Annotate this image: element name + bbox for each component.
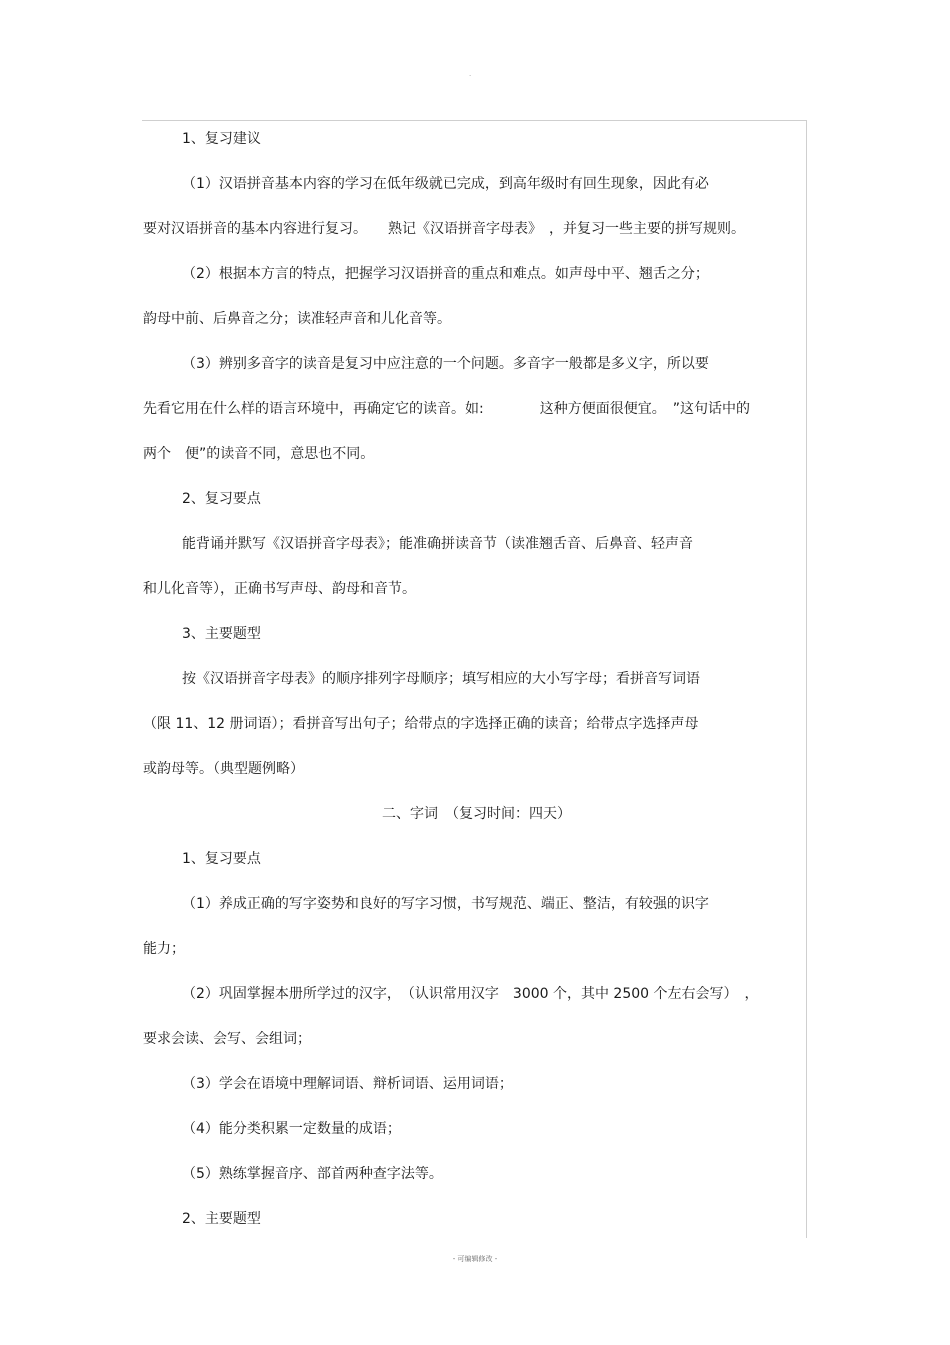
paragraph-line: 按《汉语拼音字母表》的顺序排列字母顺序；填写相应的大小写字母；看拼音写词语: [182, 671, 700, 687]
paragraph-line: 要对汉语拼音的基本内容进行复习。 熟记《汉语拼音字母表》 ，并复习一些主要的拼写规则。: [143, 221, 745, 237]
paragraph-line: 和儿化音等），正确书写声母、韵母和音节。: [143, 581, 416, 597]
page-top-mark: .: [469, 70, 472, 78]
paragraph-line: 或韵母等。（典型题例略）: [143, 761, 304, 777]
paragraph-line: （1）汉语拼音基本内容的学习在低年级就已完成，到高年级时有回生现象，因此有必: [182, 176, 709, 192]
paragraph-line: 两个 便”的读音不同，意思也不同。: [143, 446, 375, 462]
paragraph-line: （1）养成正确的写字姿势和良好的写字习惯，书写规范、端正、整洁，有较强的识字: [182, 896, 709, 912]
paragraph-line: 先看它用在什么样的语言环境中，再确定它的读音。如: 这种方便面很便宜。 ”这句话中的: [143, 401, 750, 417]
paragraph-line: 要求会读、会写、会组词；: [143, 1031, 311, 1047]
paragraph-line: 韵母中前、后鼻音之分；读准轻声音和儿化音等。: [143, 311, 451, 327]
heading-question-types: 3、主要题型: [182, 626, 261, 642]
section-title-words: 二、字词 （复习时间：四天）: [382, 806, 571, 822]
paragraph-line: （2）巩固掌握本册所学过的汉字， （认识常用汉字 3000 个，其中 2500 个左右会写） ，: [182, 986, 759, 1002]
page-footer: - 可编辑修改 -: [452, 1255, 498, 1263]
paragraph-line: （3）辨别多音字的读音是复习中应注意的一个问题。多音字一般都是多义字，所以要: [182, 356, 709, 372]
heading-review-points: 1、复习要点: [182, 851, 261, 867]
paragraph-line: （2）根据本方言的特点，把握学习汉语拼音的重点和难点。如声母中平、翘舌之分；: [182, 266, 709, 282]
paragraph-line: （限 11、12 册词语）；看拼音写出句子；给带点的字选择正确的读音；给带点字选择声母: [143, 716, 699, 732]
heading-review-points: 2、复习要点: [182, 491, 261, 507]
heading-review-suggestions: 1、复习建议: [182, 131, 261, 147]
paragraph-line: （4）能分类积累一定数量的成语；: [182, 1121, 401, 1137]
paragraph-line: 能背诵并默写《汉语拼音字母表》；能准确拼读音节（读准翘舌音、后鼻音、轻声音: [182, 536, 693, 552]
paragraph-line: （3）学会在语境中理解词语、辩析词语、运用词语；: [182, 1076, 513, 1092]
paragraph-line: （5）熟练掌握音序、部首两种查字法等。: [182, 1166, 443, 1182]
heading-question-types: 2、主要题型: [182, 1211, 261, 1227]
paragraph-line: 能力；: [143, 941, 185, 957]
